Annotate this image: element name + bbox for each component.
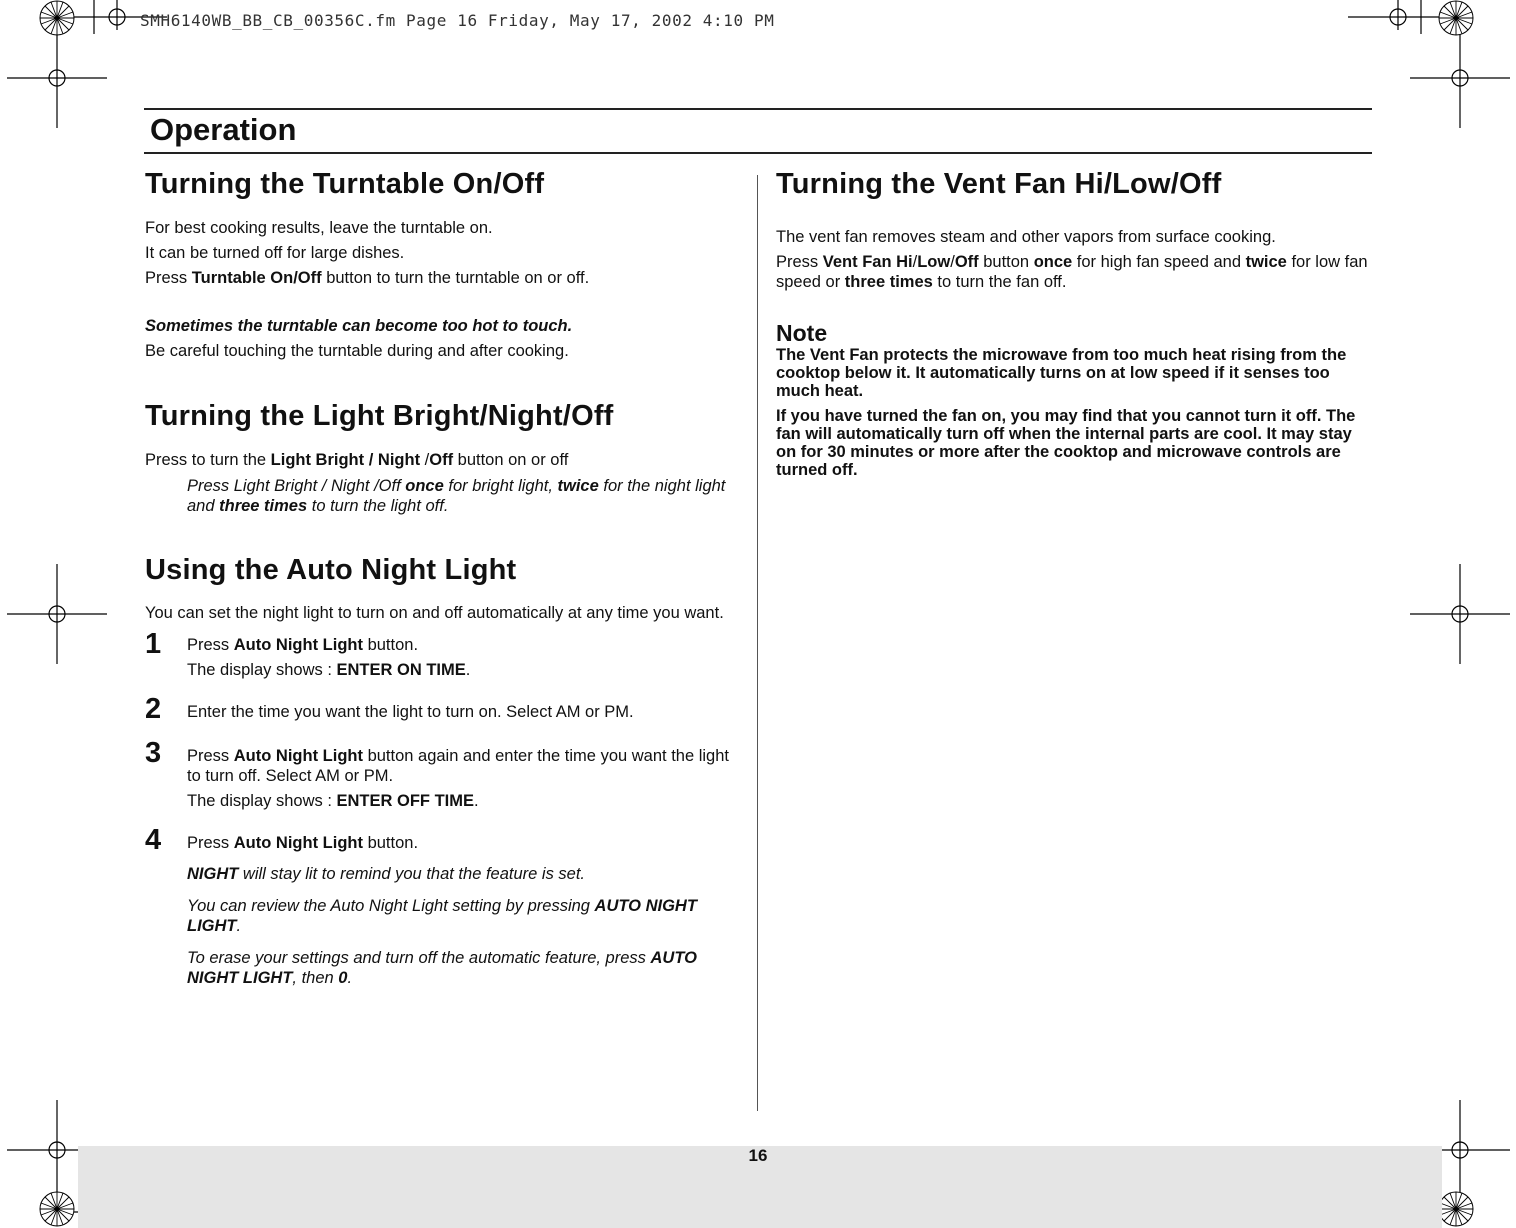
auto-night-light-heading: Using the Auto Night Light — [145, 554, 517, 586]
step-display-text: The display shows : ENTER ON TIME. — [187, 661, 471, 679]
step-note-3: To erase your settings and turn off the automatic feature, press AUTO NIGHT LIGHT, then 0. — [187, 949, 697, 987]
registration-mark-top-right-inner — [1348, 0, 1448, 30]
step-number: 1 — [145, 628, 162, 660]
step-text: Enter the time you want the light to turn on. Select AM or PM. — [187, 703, 634, 721]
step-number: 2 — [145, 693, 162, 725]
step-text: Press Auto Night Light button again and enter the time you want the light to turn off. Select AM or PM. — [187, 747, 729, 785]
step-number: 4 — [145, 824, 162, 856]
turntable-text-1: For best cooking results, leave the turntable on. — [145, 219, 493, 237]
step-3 — [145, 737, 735, 811]
note-heading: Note — [776, 320, 828, 346]
note-text-1: The Vent Fan protects the microwave from too much heat rising from the cooktop below it. It automatically turns on at low speed if it senses too much heat. — [776, 346, 1347, 400]
print-slug: SMH6140WB_BB_CB_00356C.fm Page 16 Friday, May 17, 2002 4:10 PM — [140, 11, 775, 30]
turntable-text-4: Be careful touching the turntable during and after cooking. — [145, 342, 569, 360]
light-note: Press Light Bright / Night /Off once for bright light, twice for the night light and three times to turn the light off. — [187, 477, 726, 515]
turntable-text-3: Press Turntable On/Off button to turn the turntable on or off. — [145, 269, 590, 287]
left-column — [145, 166, 735, 988]
turntable-heading: Turning the Turntable On/Off — [145, 168, 545, 200]
turntable-warning: Sometimes the turntable can become too hot to touch. — [145, 317, 573, 335]
page-number: 16 — [748, 1146, 768, 1165]
step-display-text: The display shows : ENTER OFF TIME. — [187, 792, 479, 810]
light-heading: Turning the Light Bright/Night/Off — [145, 400, 614, 432]
light-text-1: Press to turn the Light Bright / Night /Off button on or off — [145, 451, 569, 469]
vent-fan-heading: Turning the Vent Fan Hi/Low/Off — [776, 168, 1222, 200]
page-title: Operation — [150, 112, 297, 147]
auto-night-light-intro: You can set the night light to turn on and off automatically at any time you want. — [145, 604, 724, 622]
note-text-2: If you have turned the fan on, you may find that you cannot turn it off. The fan will automatically turn off when the internal parts are cool. It may stay on for 30 minutes or more after the cooktop and microwave controls are turned off. — [776, 407, 1356, 479]
step-text: Press Auto Night Light button. — [187, 636, 419, 654]
header-bottom-rule — [144, 152, 1372, 154]
right-column — [776, 166, 1370, 479]
step-4 — [145, 824, 735, 988]
step-2 — [145, 693, 735, 725]
step-text: Press Auto Night Light button. — [187, 834, 419, 852]
step-number: 3 — [145, 737, 162, 769]
step-1 — [145, 628, 735, 680]
vent-fan-text-1: The vent fan removes steam and other vapors from surface cooking. — [776, 228, 1276, 246]
step-note-2: You can review the Auto Night Light setting by pressing AUTO NIGHT LIGHT. — [187, 897, 697, 935]
turntable-text-2: It can be turned off for large dishes. — [145, 244, 405, 262]
step-note-1: NIGHT will stay lit to remind you that the feature is set. — [187, 865, 585, 883]
vent-fan-text-2: Press Vent Fan Hi/Low/Off button once for high fan speed and twice for low fan speed or three times to turn the fan off. — [776, 253, 1368, 291]
header-top-rule — [144, 108, 1372, 110]
column-divider — [757, 175, 758, 1111]
